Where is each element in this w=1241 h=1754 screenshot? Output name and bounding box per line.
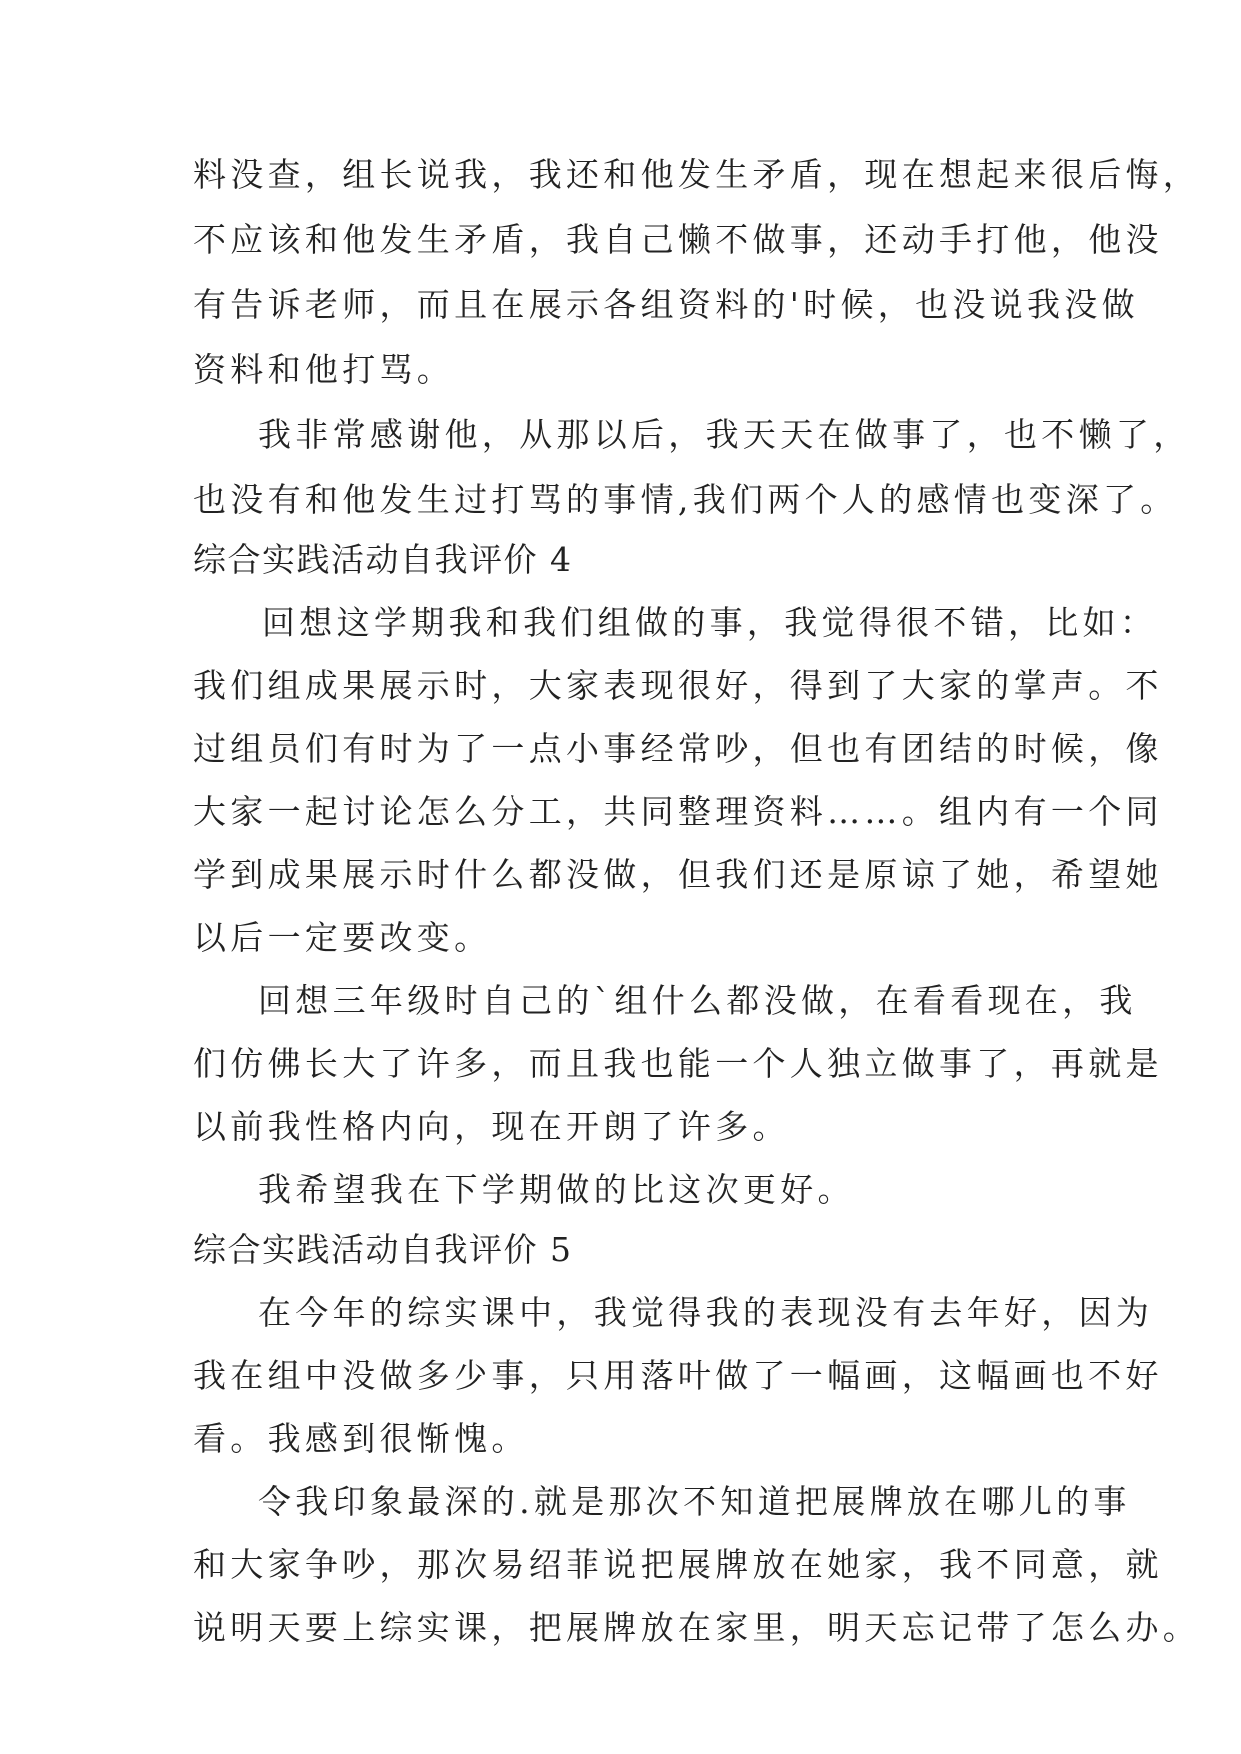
text-line: 们仿佛长大了许多，而且我也能一个人独立做事了，再就是 [193, 1044, 1163, 1083]
text-line: 大家一起讨论怎么分工，共同整理资料……。组内有一个同 [193, 792, 1163, 831]
text-line: 我们组成果展示时，大家表现很好，得到了大家的掌声。不 [193, 666, 1163, 705]
text-line: 料没查，组长说我，我还和他发生矛盾，现在想起来很后悔， [193, 155, 1201, 194]
text-line: 令我印象最深的.就是那次不知道把展牌放在哪儿的事 [258, 1482, 1131, 1521]
text-line: 不应该和他发生矛盾，我自己懒不做事，还动手打他，他没 [193, 220, 1163, 259]
text-line: 在今年的综实课中，我觉得我的表现没有去年好，因为 [258, 1293, 1154, 1332]
text-line: 有告诉老师，而且在展示各组资料的'时候，也没说我没做 [193, 285, 1139, 324]
text-line: 过组员们有时为了一点小事经常吵，但也有团结的时候，像 [193, 729, 1163, 768]
section-heading: 综合实践活动自我评价 4 [193, 540, 573, 579]
text-line: 说明天要上综实课，把展牌放在家里，明天忘记带了怎么办。 [193, 1608, 1201, 1647]
text-line: 以前我性格内向，现在开朗了许多。 [193, 1107, 790, 1146]
text-line: 以后一定要改变。 [193, 918, 492, 957]
text-line: 回想这学期我和我们组做的事，我觉得很不错，比如： [262, 603, 1158, 642]
section-heading: 综合实践活动自我评价 5 [193, 1230, 573, 1269]
text-line: 和大家争吵，那次易绍菲说把展牌放在她家，我不同意，就 [193, 1545, 1163, 1584]
text-line: 也没有和他发生过打骂的事情,我们两个人的感情也变深了。 [193, 480, 1178, 519]
text-line: 我非常感谢他，从那以后，我天天在做事了，也不懒了， [258, 415, 1191, 454]
text-line: 资料和他打骂。 [193, 350, 455, 389]
text-line: 我在组中没做多少事，只用落叶做了一幅画，这幅画也不好 [193, 1356, 1163, 1395]
text-line: 回想三年级时自己的`组什么都没做，在看看现在，我 [258, 981, 1137, 1020]
text-line: 看。我感到很惭愧。 [193, 1419, 529, 1458]
text-line: 我希望我在下学期做的比这次更好。 [258, 1170, 855, 1209]
text-line: 学到成果展示时什么都没做，但我们还是原谅了她，希望她 [193, 855, 1163, 894]
